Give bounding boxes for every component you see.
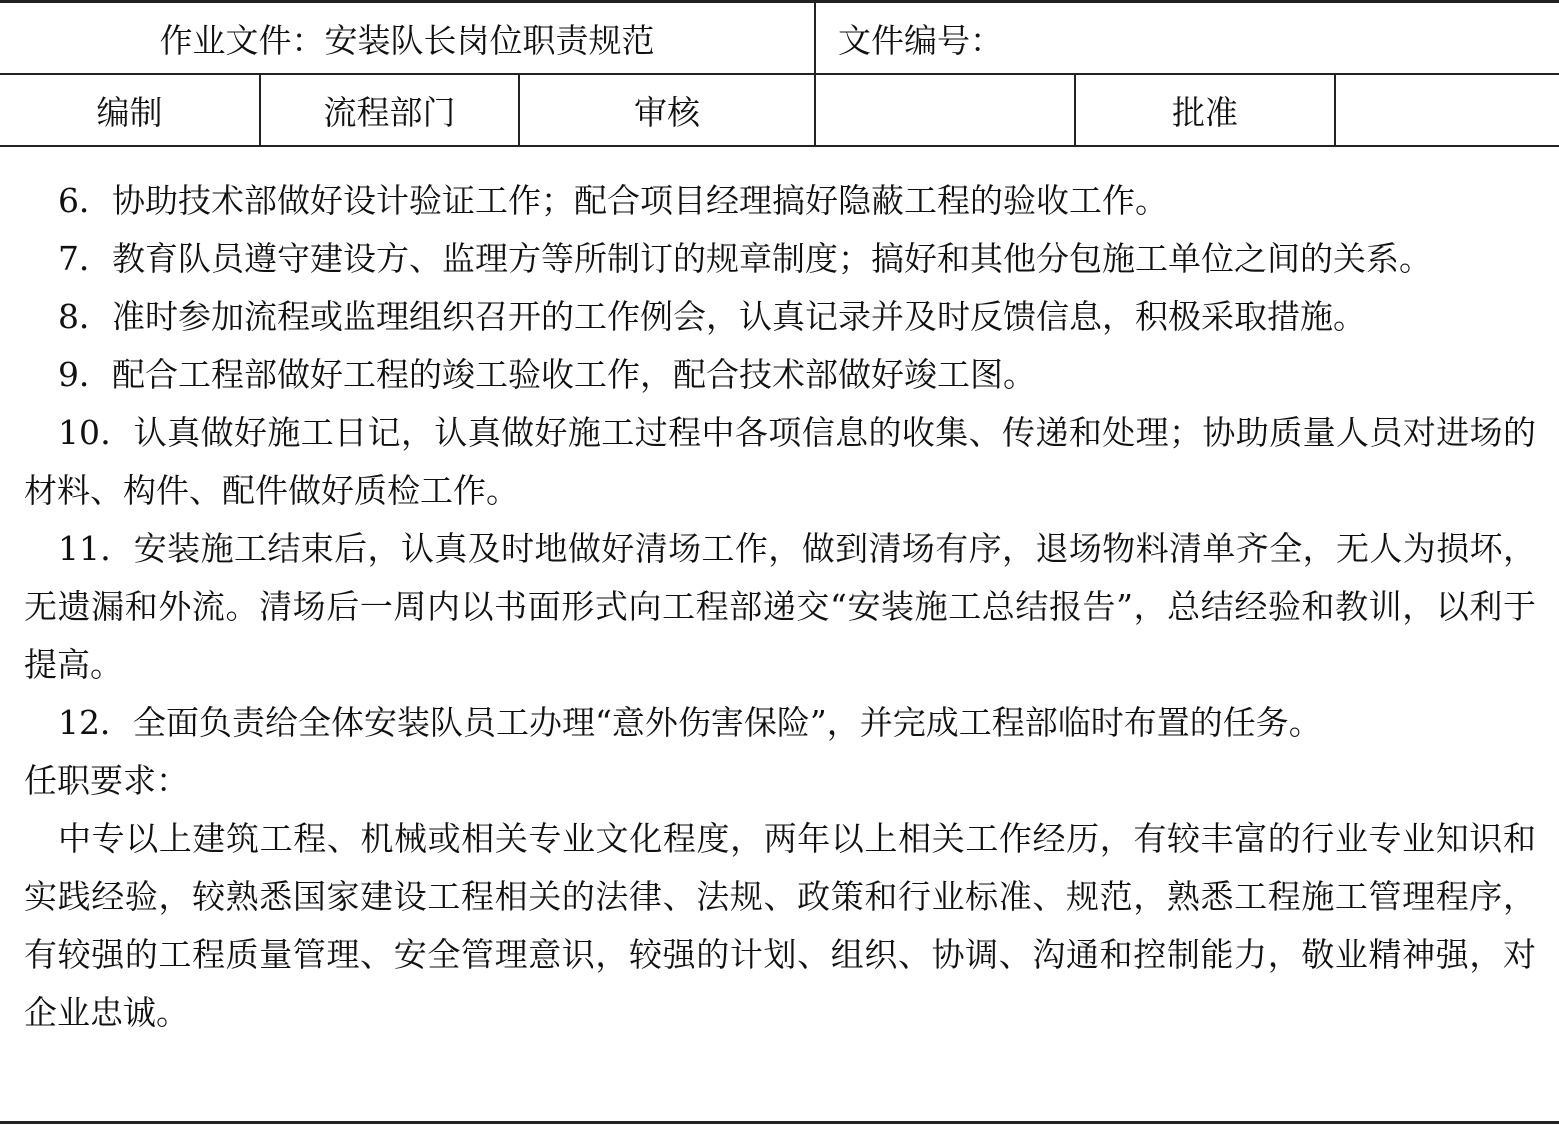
approve-value-cell [1335,74,1559,146]
review-value-cell [815,74,1075,146]
duty-item-10: 10．认真做好施工日记，认真做好施工过程中各项信息的收集、传递和处理；协助质量人员对进场的材料、构件、配件做好质检工作。 [24,413,1536,510]
requirements-text: 中专以上建筑工程、机械或相关专业文化程度，两年以上相关工作经历，有较丰富的行业专业知识和实践经验，较熟悉国家建设工程相关的法律、法规、政策和行业标准、规范，熟悉工程施工管理程序，有较强的工程质量管理、安全管理意识，较强的计划、组织、协调、沟通和控制能力，敬业精神强，对企业忠诚。 [24,819,1536,1032]
duty-item-8: 8．准时参加流程或监理组织召开的工作例会，认真记录并及时反馈信息，积极采取措施。 [58,297,1366,336]
duty-item-12: 12．全面负责给全体安装队员工办理“意外伤害保险”，并完成工程部临时布置的任务。 [58,703,1322,742]
bottom-rule [0,1121,1559,1124]
requirements-heading: 任职要求： [24,761,189,800]
document-header-table [0,0,1559,147]
process-dept-label: 流程部门 [260,74,519,146]
header-row-signoff [0,74,1559,146]
review-label: 审核 [519,74,815,146]
approve-label: 批准 [1075,74,1335,146]
doc-number-label: 文件编号： [815,2,1559,75]
duty-item-6: 6．协助技术部做好设计验证工作；配合项目经理搞好隐蔽工程的验收工作。 [58,181,1168,220]
duty-item-9: 9．配合工程部做好工程的竣工验收工作，配合技术部做好竣工图。 [58,355,1036,394]
duty-item-11: 11．安装施工结束后，认真及时地做好清场工作，做到清场有序，退场物料清单齐全，无人为损坏，无遗漏和外流。清场后一周内以书面形式向工程部递交“安装施工总结报告”，总结经验和教训，以利于提高。 [24,529,1536,684]
compile-label: 编制 [0,74,260,146]
header-row-title [0,2,1559,75]
duty-item-7: 7．教育队员遵守建设方、监理方等所制订的规章制度；搞好和其他分包施工单位之间的关系。 [58,239,1432,278]
doc-title: 作业文件：安装队长岗位职责规范 [0,2,815,75]
document-body [24,172,1536,1042]
